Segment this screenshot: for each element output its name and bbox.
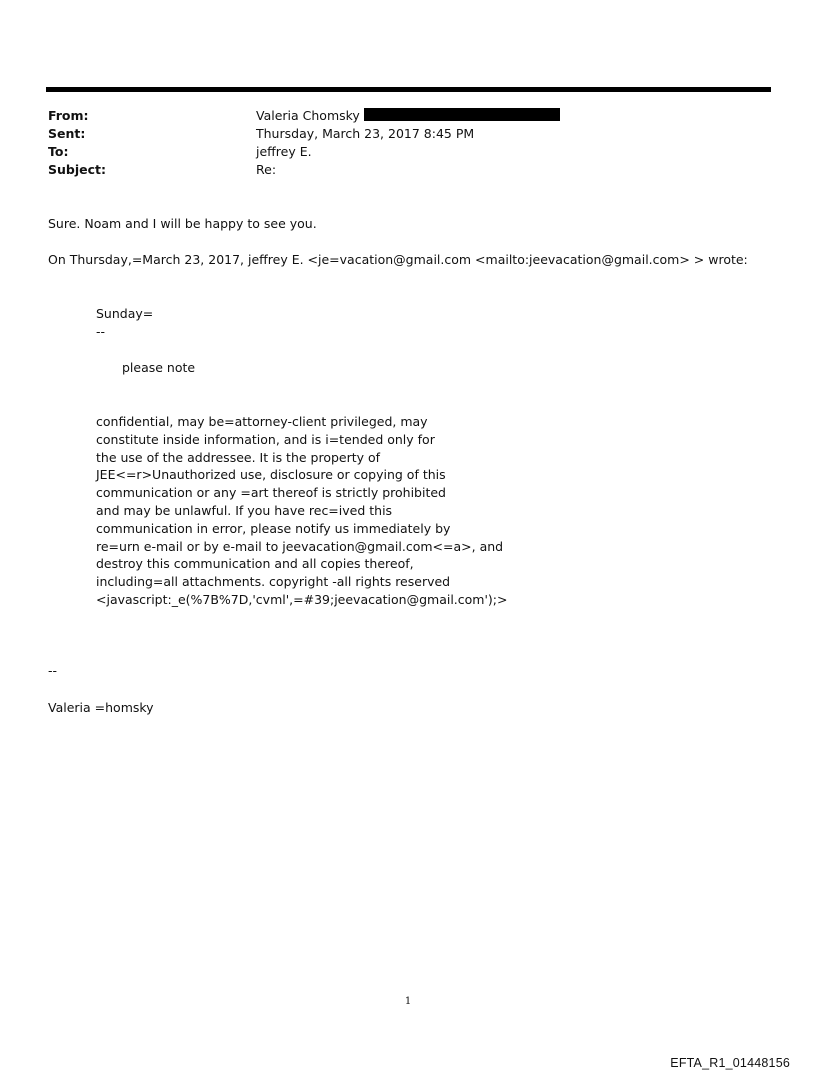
signature-name: Valeria =homsky: [48, 700, 154, 715]
sent-value: Thursday, March 23, 2017 8:45 PM: [256, 126, 475, 141]
subject-label: Subject:: [48, 162, 106, 177]
disclaimer-line: and may be unlawful. If you have rec=ived this: [96, 502, 393, 518]
disclaimer-line: <javascript:_e(%7B%7D,'cvml',=#39;jeevacation@gmail.com');>: [96, 591, 508, 607]
disclaimer-line: confidential, may be=attorney-client privileged, may: [96, 414, 428, 429]
quoted-signature-separator: --: [96, 324, 106, 339]
disclaimer-line: including=all attachments. copyright -all rights reserved: [96, 574, 451, 590]
from-value: [256, 107, 560, 125]
reply-text: Sure. Noam and I will be happy to see you.: [48, 216, 317, 231]
page-number: 1: [404, 996, 412, 1007]
quoted-line: Sunday=: [96, 306, 154, 321]
please-note-text: please note: [122, 360, 196, 375]
disclaimer-line: communication in error, please notify us immediately by: [96, 520, 451, 536]
disclaimer-line: destroy this communication and all copies thereof,: [96, 556, 414, 572]
disclaimer-line: the use of the addressee. It is the property of: [96, 449, 381, 465]
disclaimer-line: communication or any =art thereof is strictly prohibited: [96, 485, 446, 501]
to-label: To:: [48, 144, 69, 159]
sender-name: Valeria Chomsky: [256, 108, 360, 123]
disclaimer-line: JEE<=r>Unauthorized use, disclosure or copying of this: [96, 467, 446, 483]
header-rule: [46, 87, 771, 92]
disclaimer-line: re=urn e-mail or by e-mail to jeevacation@gmail.com<=a>, and: [96, 538, 504, 554]
from-label: From:: [48, 108, 89, 123]
sent-label: Sent:: [48, 126, 86, 141]
redaction-bar: [364, 108, 560, 121]
subject-value: Re:: [256, 162, 277, 177]
to-value: jeffrey E.: [256, 144, 312, 159]
disclaimer-block: [96, 413, 507, 609]
disclaimer-line: constitute inside information, and is i=tended only for: [96, 431, 435, 447]
document-id: EFTA_R1_01448156: [670, 1056, 790, 1070]
quote-intro: On Thursday,=March 23, 2017, jeffrey E. <je=vacation@gmail.com <mailto:jeevacation@gmail.com> > wrote:: [48, 252, 748, 267]
signature-separator: --: [48, 663, 58, 678]
